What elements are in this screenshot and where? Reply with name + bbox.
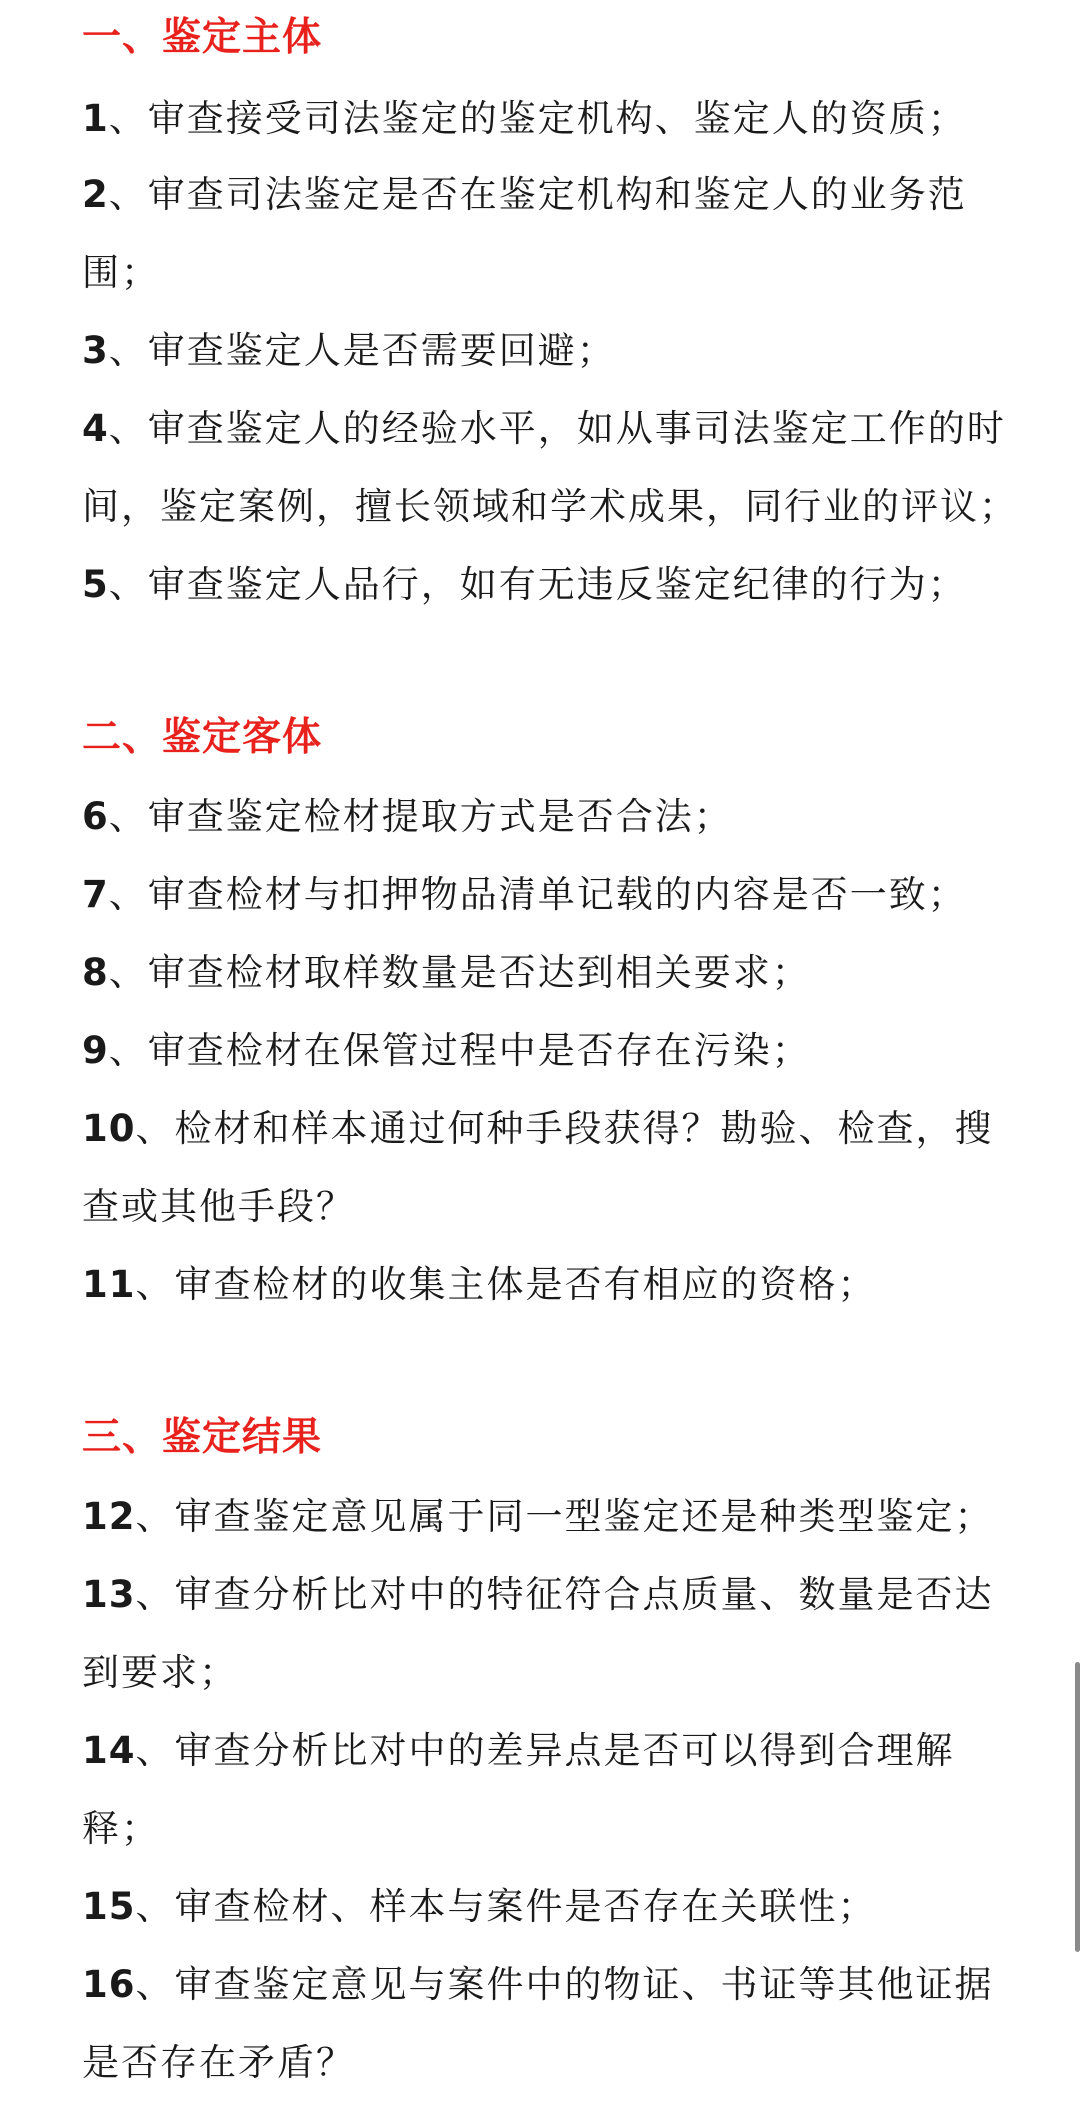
section-title-object: 二、鉴定客体 [82,715,323,760]
list-item-12 [82,1495,994,1538]
item-number: 13 [82,1573,136,1616]
item-text: 、审查鉴定人的经验水平，如从事司法鉴定工作的时 [108,407,1006,450]
item-text: 、检材和样本通过何种手段获得？勘验、检查，搜 [135,1107,994,1150]
list-item-10 [82,1107,994,1150]
list-item-16 [82,1963,994,2006]
item-text: 、审查接受司法鉴定的鉴定机构、鉴定人的资质； [108,97,967,140]
item-text: 、审查司法鉴定是否在鉴定机构和鉴定人的业务范 [108,173,967,216]
item-number: 16 [82,1963,136,2006]
list-item-5 [82,563,967,606]
item-text: 、审查鉴定检材提取方式是否合法； [108,795,733,838]
item-text: 、审查分析比对中的差异点是否可以得到合理解 [135,1729,955,1772]
item-number: 4 [82,407,109,450]
list-item-14 [82,1729,955,1772]
item-text: 、审查鉴定意见与案件中的物证、书证等其他证据 [135,1963,994,2006]
item-number: 10 [82,1107,136,1150]
list-item-8 [82,951,811,994]
item-number: 1 [82,97,109,140]
item-text: 、审查鉴定意见属于同一型鉴定还是种类型鉴定； [135,1495,994,1538]
item-text: 、审查检材与扣押物品清单记载的内容是否一致； [108,873,967,916]
item-number: 8 [82,951,109,994]
list-item-15 [82,1885,877,1928]
item-number: 5 [82,563,109,606]
item-number: 2 [82,173,109,216]
list-item-6 [82,795,733,838]
list-item-2-continued: 围； [82,251,160,294]
item-number: 7 [82,873,109,916]
list-item-4 [82,407,1006,450]
list-item-3 [82,329,616,372]
item-number: 6 [82,795,109,838]
item-text: 、审查检材的收集主体是否有相应的资格； [135,1263,877,1306]
list-item-14-continued: 释； [82,1807,160,1850]
item-text: 、审查检材在保管过程中是否存在污染； [108,1029,811,1072]
item-number: 11 [82,1263,136,1306]
list-item-13-continued: 到要求； [82,1651,238,1694]
vertical-scrollbar[interactable] [1075,1662,1080,1952]
item-number: 12 [82,1495,136,1538]
list-item-13 [82,1573,994,1616]
item-text: 、审查鉴定人品行，如有无违反鉴定纪律的行为； [108,563,967,606]
item-number: 9 [82,1029,109,1072]
item-text: 、审查检材取样数量是否达到相关要求； [108,951,811,994]
list-item-7 [82,873,967,916]
list-item-1 [82,97,967,140]
item-number: 15 [82,1885,136,1928]
item-number: 14 [82,1729,136,1772]
item-number: 3 [82,329,109,372]
item-text: 、审查检材、样本与案件是否存在关联性； [135,1885,877,1928]
item-text: 、审查分析比对中的特征符合点质量、数量是否达 [135,1573,994,1616]
section-title-result: 三、鉴定结果 [82,1415,323,1460]
section-title-subject: 一、鉴定主体 [82,15,323,60]
list-item-9 [82,1029,811,1072]
list-item-4-continued: 间，鉴定案例，擅长领域和学术成果，同行业的评议； [82,485,1018,528]
list-item-16-continued: 是否存在矛盾？ [82,2041,355,2084]
list-item-10-continued: 查或其他手段？ [82,1185,355,1228]
list-item-2 [82,173,967,216]
item-text: 、审查鉴定人是否需要回避； [108,329,616,372]
list-item-11 [82,1263,877,1306]
